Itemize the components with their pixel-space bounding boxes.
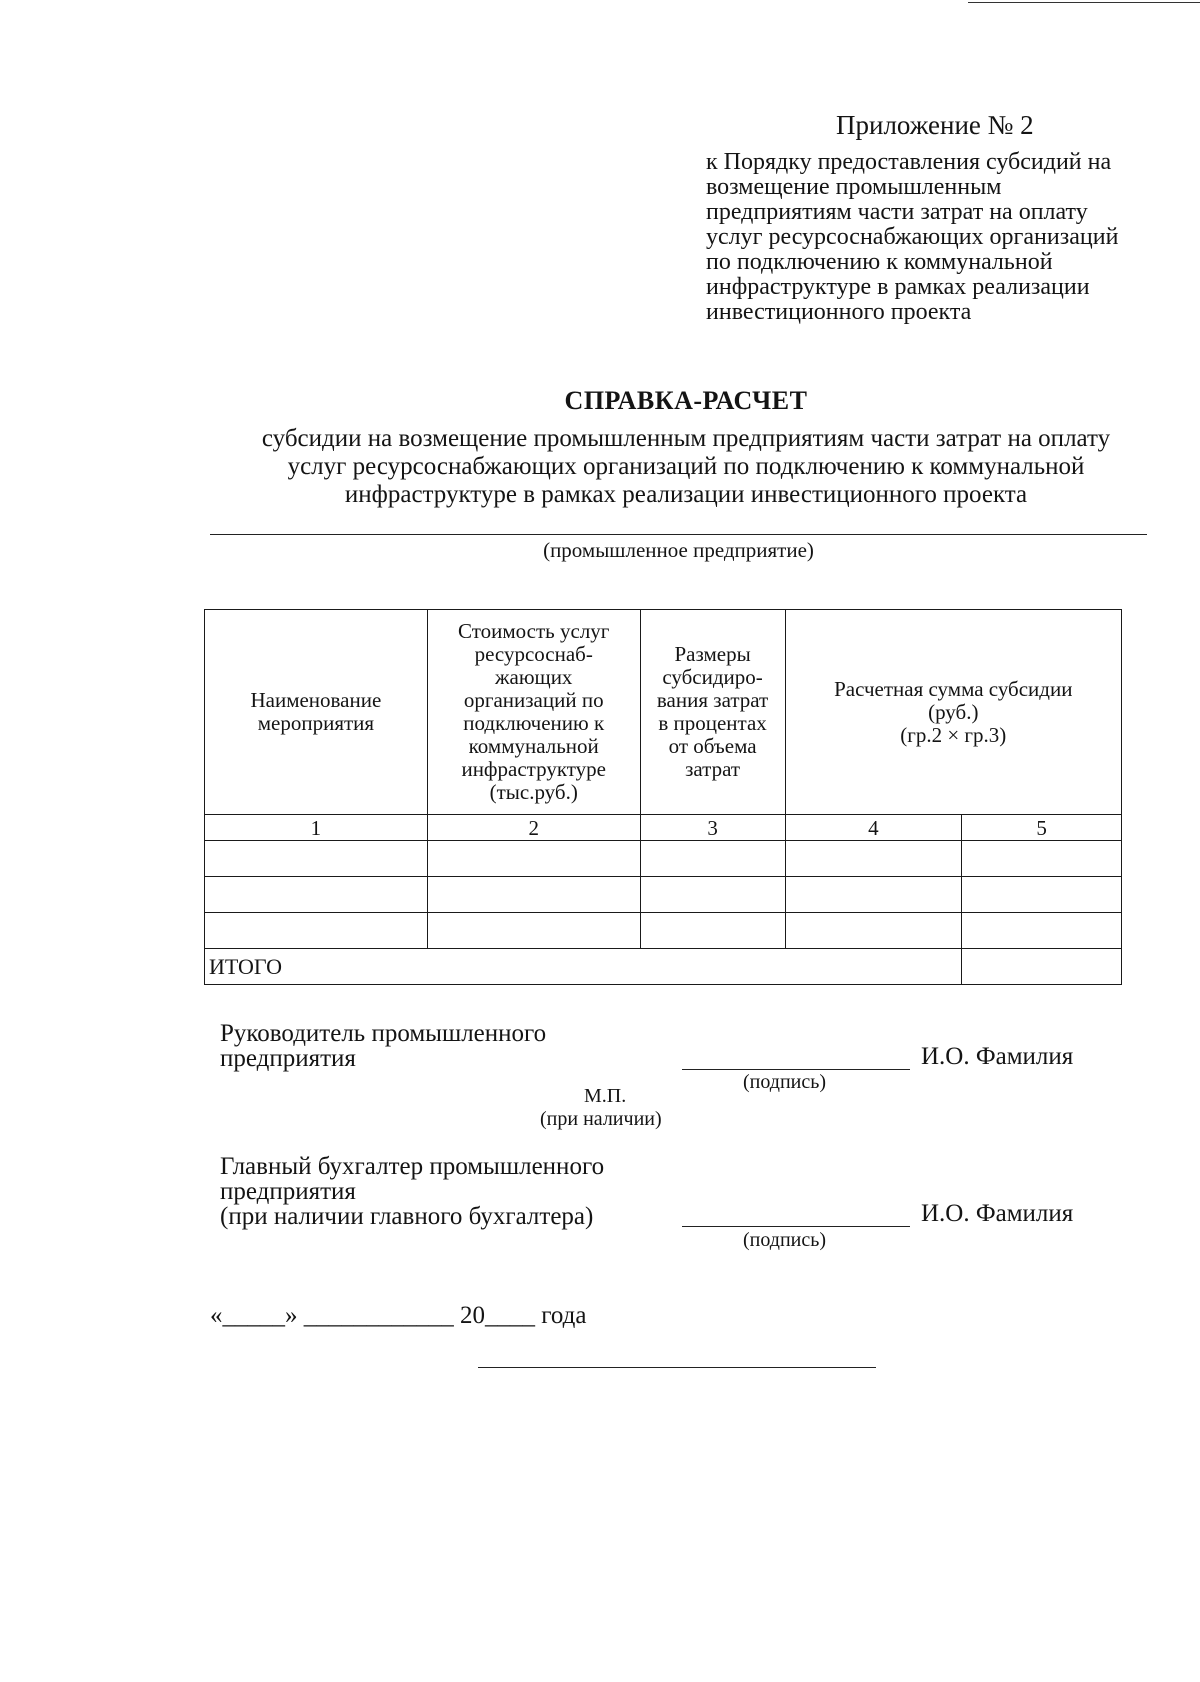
table-cell[interactable] xyxy=(205,913,428,949)
appendix-line: возмещение промышленным xyxy=(706,174,1002,200)
table-cell[interactable] xyxy=(962,913,1122,949)
appendix-line: инфраструктуре в рамках реализации xyxy=(706,274,1090,300)
total-value-cell[interactable] xyxy=(962,949,1122,985)
header-calculated-subsidy: Расчетная сумма субсидии (руб.) (гр.2 × гр.3) xyxy=(785,610,1121,815)
appendix-line: услуг ресурсоснабжающих организаций xyxy=(706,224,1119,250)
subsidy-calculation-table xyxy=(204,609,1122,985)
appendix-line: к Порядку предоставления субсидий на xyxy=(706,149,1112,175)
table-cell[interactable] xyxy=(205,877,428,913)
appendix-line: по подключению к коммунальной xyxy=(706,249,1053,275)
head-signature-caption: (подпись) xyxy=(743,1071,827,1093)
header-event-name: Наименование мероприятия xyxy=(205,610,428,815)
table-cell[interactable] xyxy=(640,913,785,949)
table-row xyxy=(205,877,1122,913)
appendix-line: предприятиям части затрат на оплату xyxy=(706,199,1088,225)
appendix-line: инвестиционного проекта xyxy=(706,299,972,325)
total-label: ИТОГО xyxy=(205,949,962,985)
table-row xyxy=(205,913,1122,949)
table-cell[interactable] xyxy=(427,877,640,913)
head-name: И.О. Фамилия xyxy=(921,1043,1074,1070)
header-subsidy-percent: Размеры субсидиро- вания затрат в процентах от объема затрат xyxy=(640,610,785,815)
table-cell[interactable] xyxy=(785,877,962,913)
table-cell[interactable] xyxy=(785,913,962,949)
table-cell[interactable] xyxy=(962,877,1122,913)
stamp-label: М.П. xyxy=(584,1085,627,1107)
stamp-note: (при наличии) xyxy=(540,1108,662,1130)
bottom-rule xyxy=(478,1367,876,1368)
column-number: 5 xyxy=(962,815,1122,841)
header-service-cost: Стоимость услуг ресурсоснаб- жающих организаций по подключению к коммунальной инфраструктуре (тыс.руб.) xyxy=(427,610,640,815)
subtitle-line: инфраструктуре в рамках реализации инвестиционного проекта xyxy=(344,481,1028,508)
appendix-description xyxy=(706,150,1176,325)
accountant-signature-line[interactable] xyxy=(682,1226,910,1227)
appendix-title: Приложение № 2 xyxy=(836,110,1034,140)
enterprise-caption: (промышленное предприятие) xyxy=(543,538,814,562)
total-row xyxy=(205,949,1122,985)
table-cell[interactable] xyxy=(640,877,785,913)
table-row xyxy=(205,841,1122,877)
table-header-row xyxy=(205,610,1122,815)
head-signature-label: Руководитель промышленного предприятия xyxy=(220,1020,547,1072)
date-line[interactable]: «_____» ____________ 20____ года xyxy=(210,1302,587,1329)
table-cell[interactable] xyxy=(205,841,428,877)
accountant-signature-caption: (подпись) xyxy=(743,1229,827,1251)
subtitle-line: субсидии на возмещение промышленным предприятиям части затрат на оплату xyxy=(261,425,1111,452)
head-signature-line[interactable] xyxy=(682,1069,910,1070)
document-title: СПРАВКА-РАСЧЕТ xyxy=(564,386,808,415)
table-cell[interactable] xyxy=(427,841,640,877)
table-cell[interactable] xyxy=(785,841,962,877)
column-number: 4 xyxy=(785,815,962,841)
column-number-row xyxy=(205,815,1122,841)
column-number: 2 xyxy=(427,815,640,841)
table-cell[interactable] xyxy=(427,913,640,949)
table-cell[interactable] xyxy=(962,841,1122,877)
document-subtitle xyxy=(200,425,1172,509)
subtitle-line: услуг ресурсоснабжающих организаций по подключению к коммунальной xyxy=(287,453,1085,480)
column-number: 3 xyxy=(640,815,785,841)
enterprise-fill-line[interactable] xyxy=(210,534,1147,535)
table-cell[interactable] xyxy=(640,841,785,877)
accountant-signature-label: Главный бухгалтер промышленного предприятия (при наличии главного бухгалтера) xyxy=(220,1153,605,1230)
accountant-name: И.О. Фамилия xyxy=(921,1200,1074,1227)
column-number: 1 xyxy=(205,815,428,841)
top-edge-rule xyxy=(968,2,1200,3)
